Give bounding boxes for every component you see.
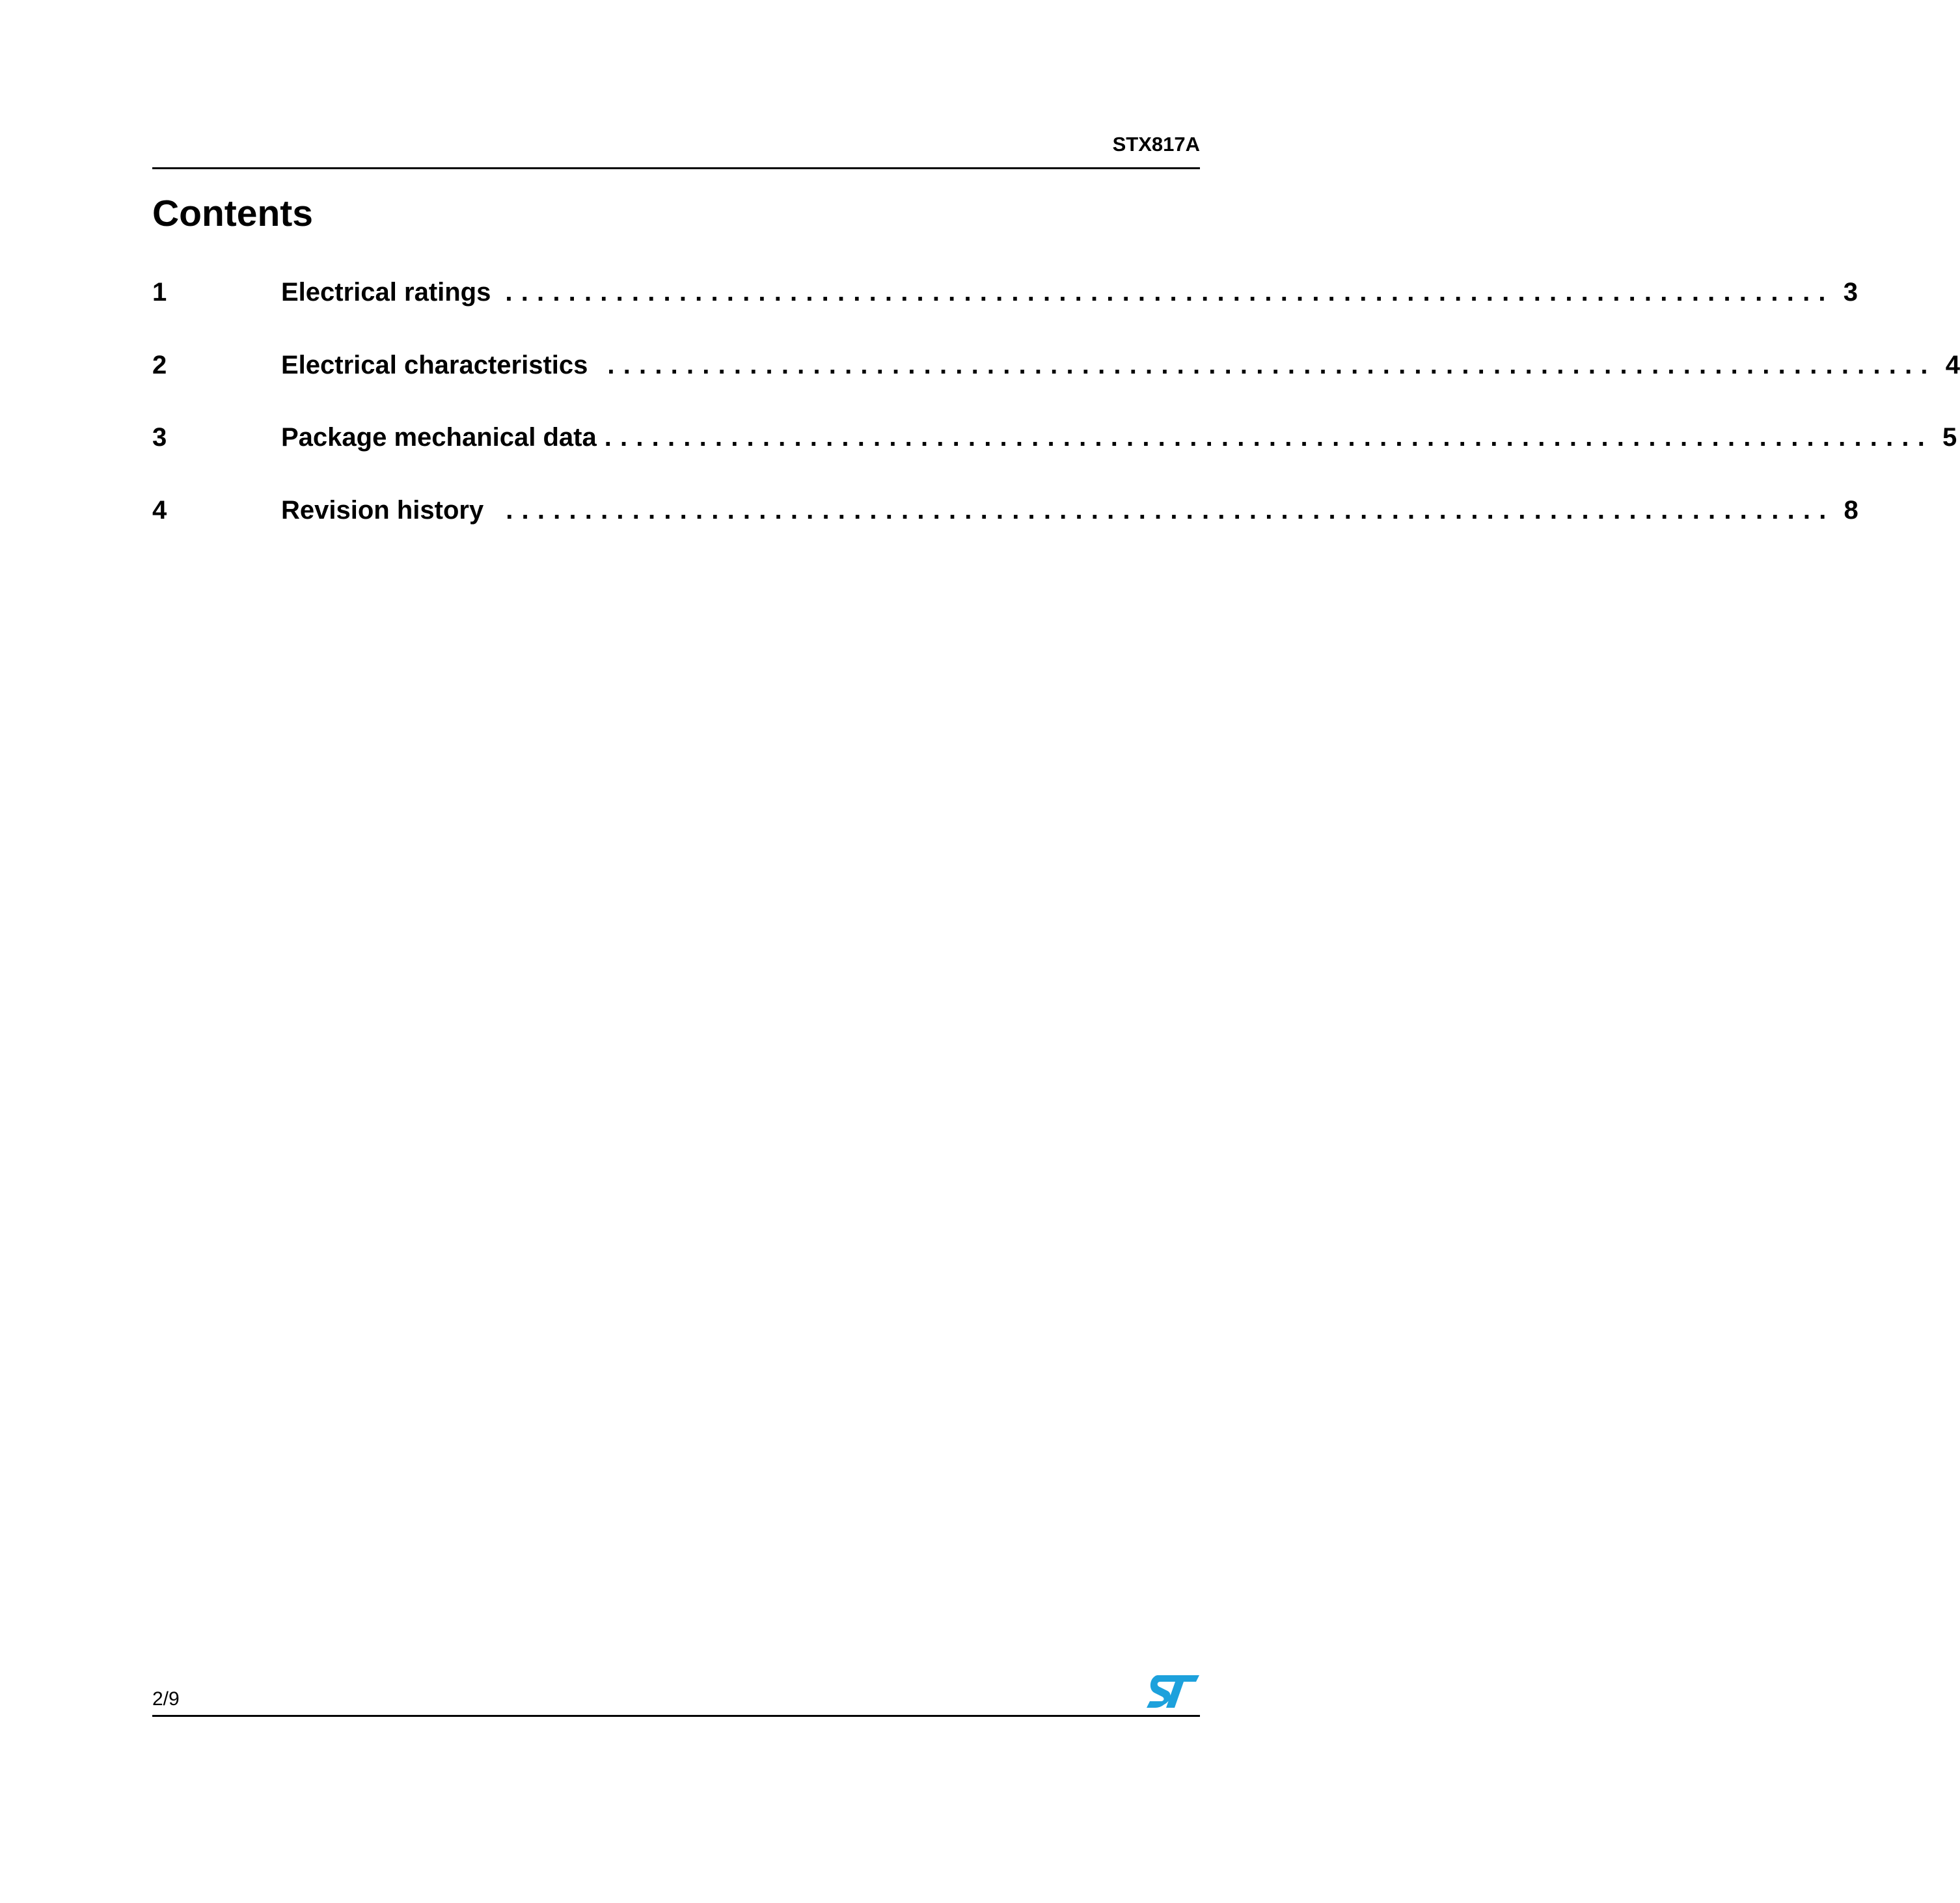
toc-entry[interactable] <box>152 345 1960 418</box>
toc-entry[interactable] <box>152 417 1957 490</box>
footer-divider <box>152 1715 1200 1717</box>
toc-entry-page[interactable]: 3 <box>1843 278 1858 307</box>
toc-entry-title[interactable]: Electrical characteristics <box>281 350 588 379</box>
toc-dot-leader: .................................................................................... <box>505 278 1834 307</box>
toc-entry-line <box>281 495 1858 525</box>
toc-dot-leader: .................................................................................... <box>506 495 1835 525</box>
toc-entry[interactable] <box>152 490 1858 563</box>
header-divider <box>152 167 1200 169</box>
toc-entry-number: 3 <box>152 423 167 452</box>
page-indicator: 2/9 <box>152 1688 180 1710</box>
st-logo-icon <box>1146 1674 1201 1709</box>
toc-entry-line <box>281 277 1858 307</box>
page-title: Contents <box>152 193 313 234</box>
toc-entry-page[interactable]: 8 <box>1844 495 1858 525</box>
toc-entry[interactable] <box>152 272 1858 345</box>
toc-dot-leader: .................................................................................... <box>607 350 1937 379</box>
toc-dot-leader: .................................................................................... <box>604 423 1934 452</box>
toc-entry-page[interactable]: 5 <box>1942 423 1957 452</box>
toc-entry-number: 2 <box>152 350 167 379</box>
toc-entry-line <box>281 350 1960 380</box>
table-of-contents <box>152 272 1960 562</box>
toc-entry-line <box>281 422 1957 452</box>
toc-entry-title[interactable]: Electrical ratings <box>281 278 491 307</box>
toc-entry-title[interactable]: Revision history <box>281 495 484 525</box>
toc-entry-title[interactable]: Package mechanical data <box>281 423 597 452</box>
st-logo-shape <box>1147 1675 1199 1708</box>
toc-entry-number: 1 <box>152 278 167 307</box>
document-title: STX817A <box>1112 133 1200 156</box>
toc-entry-number: 4 <box>152 495 167 525</box>
toc-entry-page[interactable]: 4 <box>1945 350 1960 379</box>
